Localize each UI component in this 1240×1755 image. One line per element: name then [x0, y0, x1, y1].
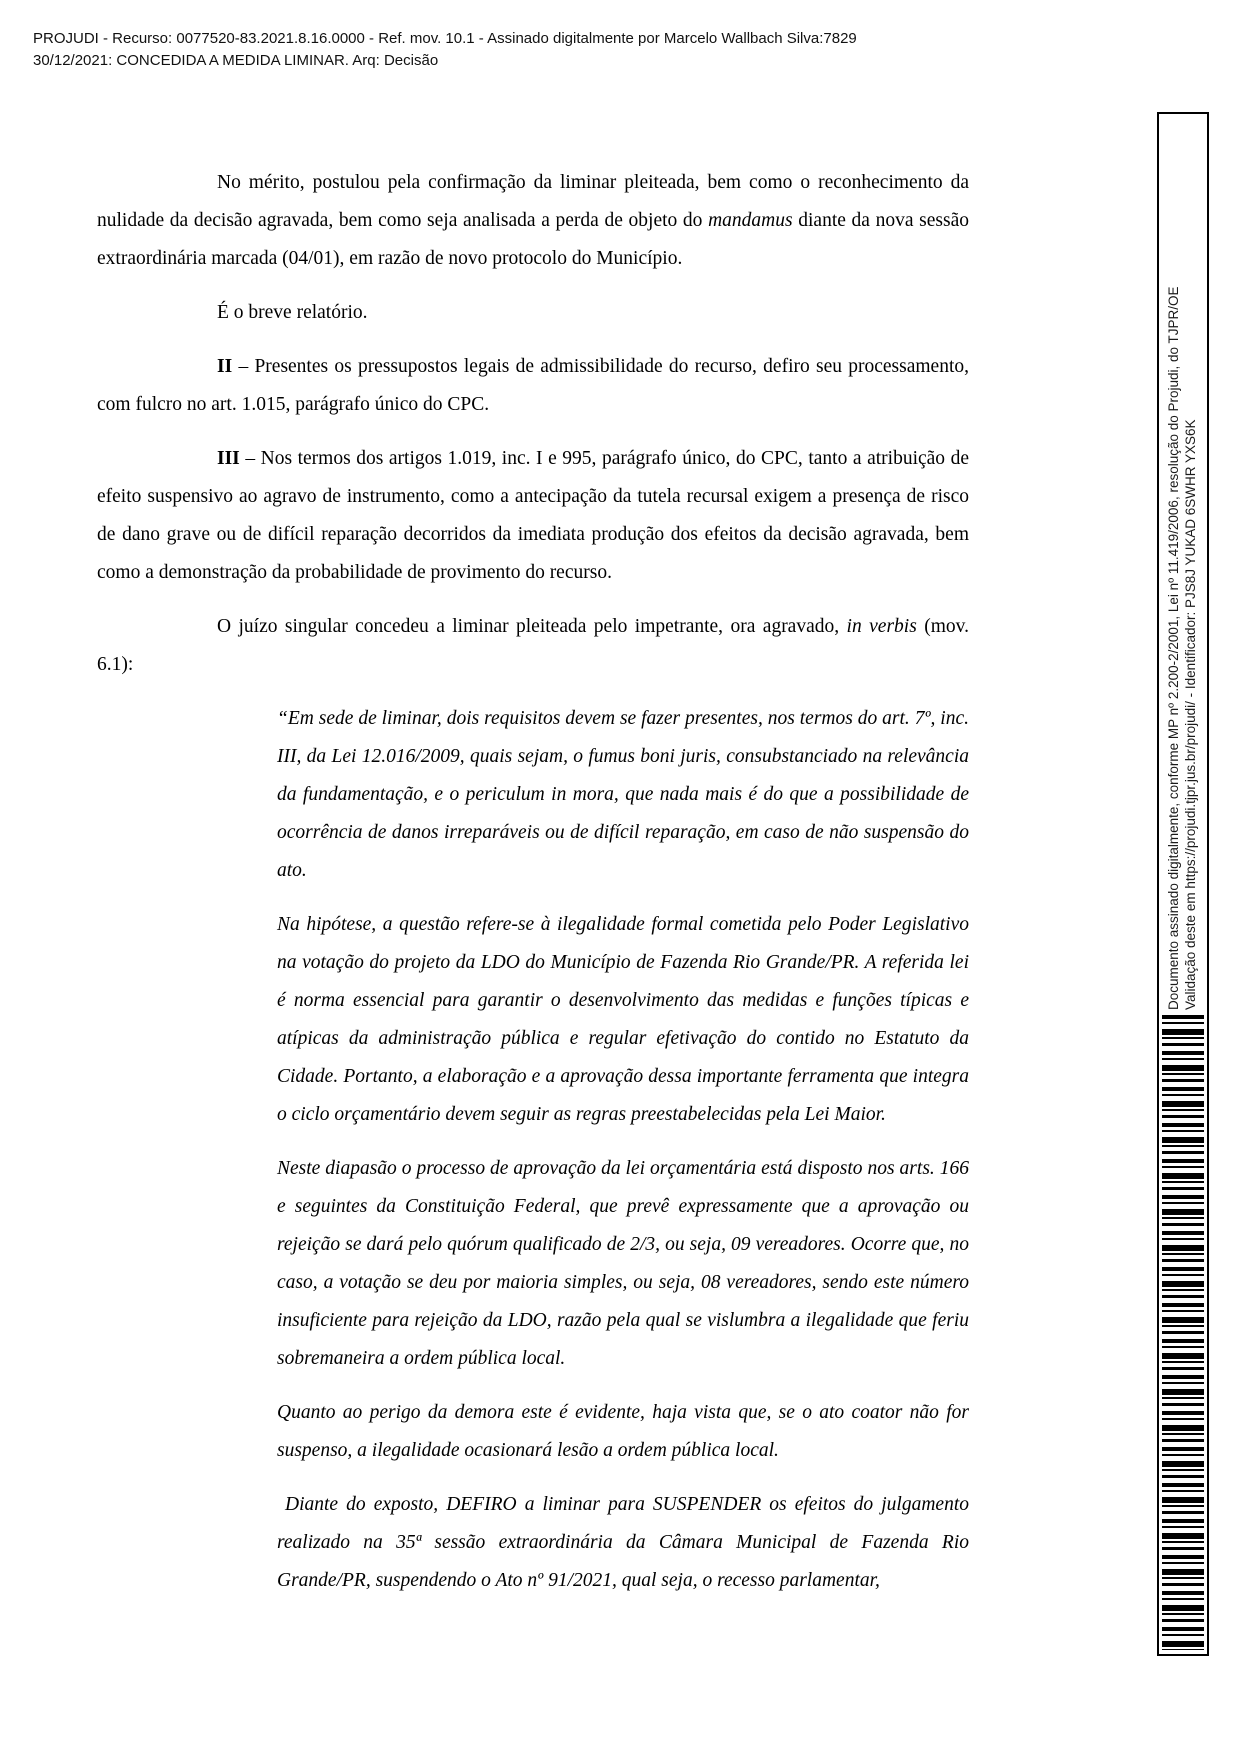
paragraph-section-iii: [97, 440, 969, 592]
quote-paragraph: Diante do exposto, DEFIRO a liminar para SUSPENDER os efeitos do julgamento realizado na 35ª sessão extraordinária da Câmara Municipal de Fazenda Rio Grande/PR, suspendendo o Ato nº 91/2021, qual seja, o recesso parlamentar,: [277, 1494, 969, 1591]
paragraph-text: – Nos termos dos artigos 1.019, inc. I e 995, parágrafo único, do CPC, tanto a atribuição de efeito suspensivo ao agravo de instrumento, como a antecipação da tutela recursal exigem a presença de risco de dano grave ou de difícil reparação decorridos da imediata produção dos efeitos da decisão agravada, bem como a demonstração da probabilidade de provimento do recurso.: [97, 448, 969, 583]
paragraph-text: – Presentes os pressupostos legais de admissibilidade do recurso, defiro seu processamento, com fulcro no art. 1.015, parágrafo único do CPC.: [97, 356, 969, 415]
projudi-header: [33, 28, 857, 72]
section-number: II: [217, 356, 233, 377]
quote-paragraph: “Em sede de liminar, dois requisitos devem se fazer presentes, nos termos do art. 7º, inc. III, da Lei 12.016/2009, quais sejam, o fumus boni juris, consubstanciado na relevância da fundamentação, e o periculum in mora, que nada mais é do que a possibilidade de ocorrência de danos irreparáveis ou de difícil reparação, em caso de não suspensão do ato.: [277, 708, 969, 881]
quote-paragraph: Neste diapasão o processo de aprovação da lei orçamentária está disposto nos arts. 166 e seguintes da Constituição Federal, que prevê expressamente que a aprovação ou rejeição se dará pelo quórum qualificado de 2/3, ou seja, 09 vereadores. Ocorre que, no caso, a votação se deu por maioria simples, ou seja, 08 vereadores, sendo este número insuficiente para rejeição da LDO, razão pela qual se vislumbra a ilegalidade que feriu sobremaneira a ordem pública local.: [277, 1158, 969, 1369]
decision-text: [97, 164, 969, 1616]
header-case-line: PROJUDI - Recurso: 0077520-83.2021.8.16.0000 - Ref. mov. 10.1 - Assinado digitalmente por Marcelo Wallbach Silva:7829: [33, 30, 857, 47]
paragraph-section-ii: [97, 348, 969, 424]
digital-signature-strip: [1157, 112, 1209, 1656]
validation-line: Validação deste em https://projudi.tjpr.jus.br/projudi/ - Identificador: PJS8J YUKAD 6SWHR YXS6K: [1183, 419, 1198, 1010]
paragraph-text: No mérito, postulou pela confirmação da liminar pleiteada, bem como o reconhecimento da nulidade da decisão agravada, bem como seja analisada a perda de objeto do: [97, 172, 969, 231]
section-number: III: [217, 448, 240, 469]
paragraph-text: O juízo singular concedeu a liminar pleiteada pelo impetrante, ora agravado,: [217, 616, 847, 637]
quote-paragraph: Quanto ao perigo da demora este é evidente, haja vista que, se o ato coator não for suspenso, a ilegalidade ocasionará lesão a ordem pública local.: [277, 1402, 969, 1461]
paragraph-text: (mov. 6.1):: [97, 616, 969, 675]
paragraph-merito: [97, 164, 969, 278]
barcode: [1162, 1015, 1204, 1650]
signature-validation-text: [1165, 162, 1201, 1010]
paragraph-juizo: [97, 608, 969, 684]
quote-paragraph: Na hipótese, a questão refere-se à ilegalidade formal cometida pelo Poder Legislativo na votação do projeto da LDO do Município de Fazenda Rio Grande/PR. A referida lei é norma essencial para garantir o desenvolvimento das medidas e funções típicas e atípicas da administração pública e regular efetivação do contido no Estatuto da Cidade. Portanto, a elaboração e a aprovação dessa importante ferramenta que integra o ciclo orçamentário devem seguir as regras preestabelecidas pela Lei Maior.: [277, 914, 969, 1125]
header-decision-line: 30/12/2021: CONCEDIDA A MEDIDA LIMINAR. Arq: Decisão: [33, 52, 439, 69]
quoted-decision-block: [277, 700, 969, 1600]
signature-line: Documento assinado digitalmente, conforme MP nº 2.200-2/2001, Lei nº 11.419/2006, resolução do Projudi, do TJPR/OE: [1166, 286, 1181, 1010]
latin-term: mandamus: [708, 210, 793, 231]
paragraph-text: diante da nova sessão extraordinária marcada (04/01), em razão de novo protocolo do Município.: [97, 210, 969, 269]
latin-term: in verbis: [846, 616, 917, 637]
paragraph-relatorio: É o breve relatório.: [217, 302, 368, 323]
